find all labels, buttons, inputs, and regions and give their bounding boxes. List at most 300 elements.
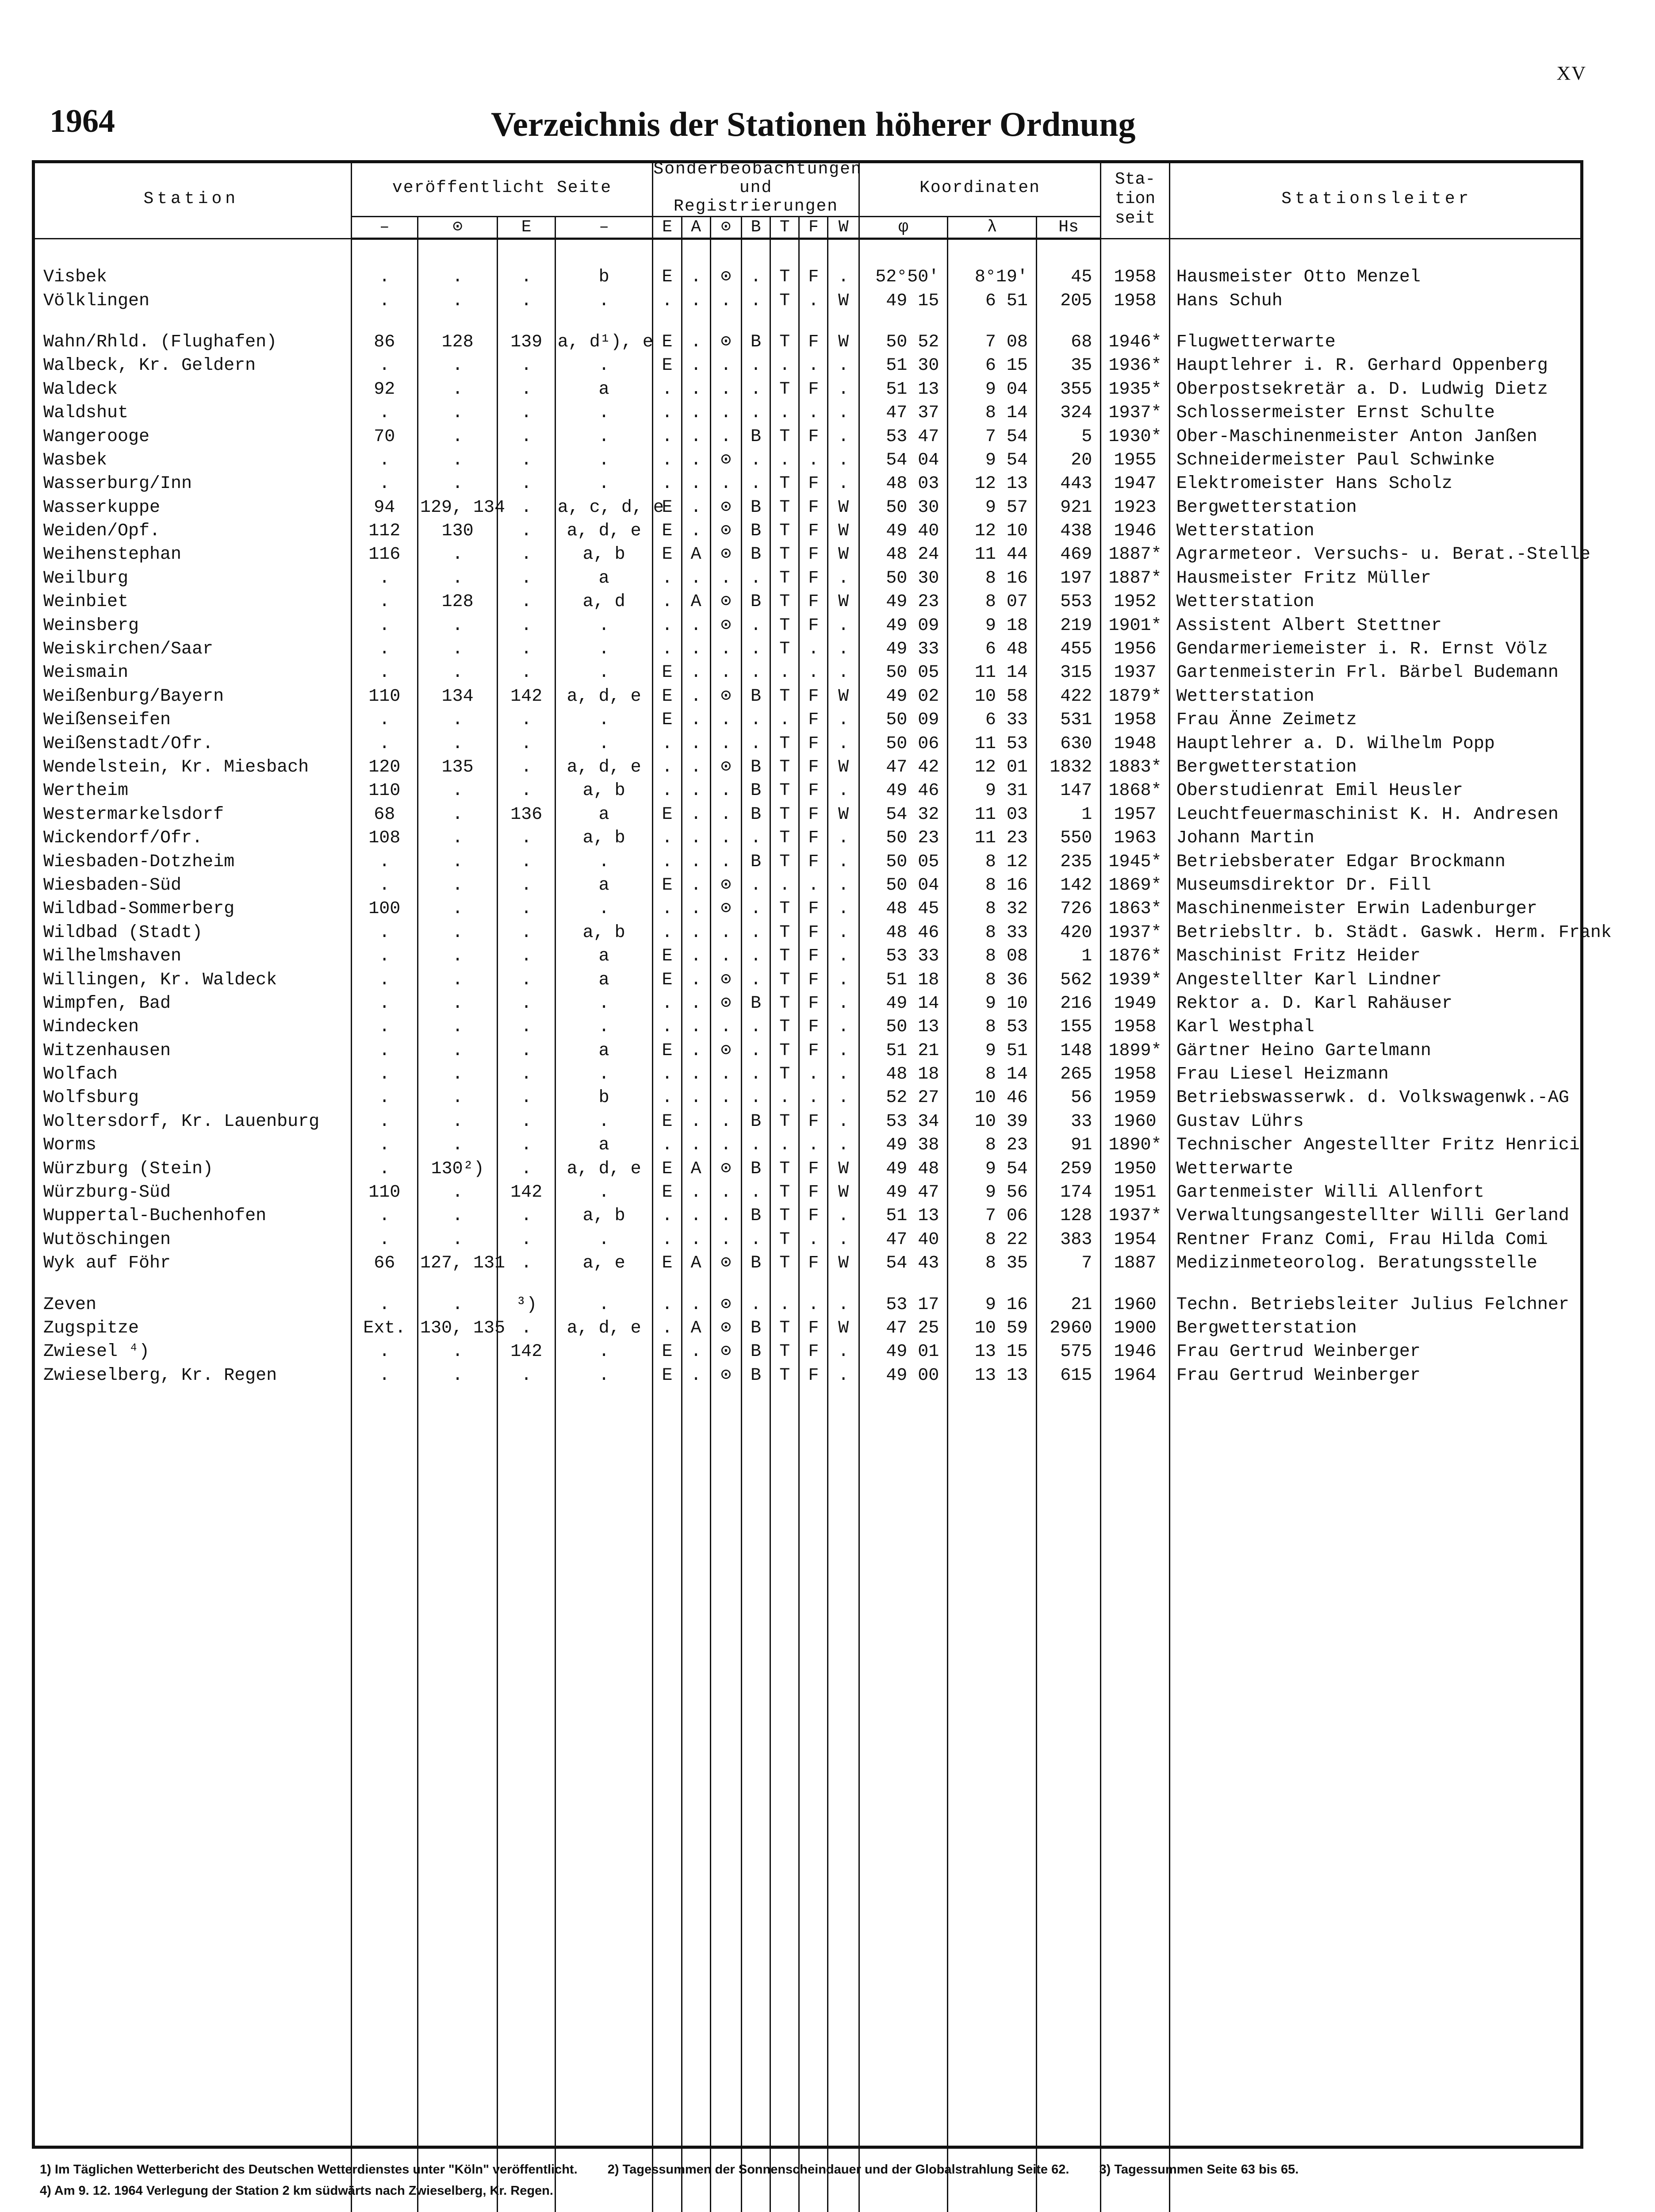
cell-station: Westermarkelsdorf — [43, 804, 224, 825]
cell-lon: 6 51 — [948, 289, 1037, 312]
cell-special-f: F — [799, 992, 828, 1015]
table-row — [32, 1293, 1583, 1316]
cell-station: Wyk auf Föhr — [43, 1253, 171, 1274]
spacer-cell — [351, 313, 418, 330]
spacer-cell — [32, 313, 351, 330]
table-row — [32, 1317, 1583, 1340]
cell-station: Weihenstephan — [43, 545, 182, 565]
spacer-cell — [555, 1275, 653, 1293]
cell-pub-dash-2: a — [555, 567, 653, 590]
cell-pub-sun: . — [418, 1133, 498, 1157]
cell-special-b: B — [741, 1340, 770, 1363]
header-pub-dash-2: – — [555, 217, 653, 239]
cell-special-t: T — [770, 779, 799, 803]
cell-pub-e: . — [498, 449, 555, 472]
table-row — [32, 265, 1583, 289]
cell-pub-sun: . — [418, 921, 498, 945]
cell-special-t: T — [770, 992, 799, 1015]
cell-height: 197 — [1036, 567, 1100, 590]
header-station: Station — [32, 160, 351, 239]
cell-pub-sun: . — [418, 378, 498, 401]
cell-special-sun: . — [710, 1110, 741, 1133]
cell-station: Weinbiet — [43, 592, 129, 612]
cell-pub-e: . — [498, 1133, 555, 1157]
cell-special-a: A — [682, 1157, 710, 1180]
cell-station: Zwieselberg, Kr. Regen — [43, 1365, 277, 1386]
footnotes — [40, 2159, 1588, 2201]
spacer-cell — [32, 239, 351, 266]
spacer-cell — [1169, 239, 1583, 266]
cell-pub-dash-1: 116 — [351, 543, 418, 566]
cell-station: Woltersdorf, Kr. Lauenburg — [43, 1111, 320, 1132]
cell-special-w: . — [828, 401, 859, 425]
cell-height: 324 — [1036, 401, 1100, 425]
spacer-cell — [1169, 313, 1583, 330]
cell-special-f: F — [799, 1317, 828, 1340]
cell-special-sun: ⊙ — [710, 685, 741, 708]
table-row — [32, 945, 1583, 968]
cell-special-a: . — [682, 897, 710, 921]
cell-special-t: T — [770, 1157, 799, 1180]
cell-special-f: . — [799, 354, 828, 377]
spacer-cell — [741, 1387, 770, 2212]
cell-lon: 8 08 — [948, 945, 1037, 968]
cell-pub-sun: 130²) — [418, 1157, 498, 1180]
cell-pub-e: 142 — [498, 1340, 555, 1363]
cell-leiter: Hausmeister Otto Menzel — [1169, 265, 1583, 289]
cell-pub-dash-1: . — [351, 449, 418, 472]
cell-lon: 8 07 — [948, 590, 1037, 614]
cell-special-e: E — [653, 519, 682, 543]
cell-pub-sun: . — [418, 1039, 498, 1063]
header-special-b: B — [741, 217, 770, 239]
table-row — [32, 732, 1583, 755]
cell-special-f: . — [799, 401, 828, 425]
cell-lon: 9 04 — [948, 378, 1037, 401]
cell-pub-sun: . — [418, 567, 498, 590]
cell-special-f: F — [799, 685, 828, 708]
cell-pub-sun: . — [418, 1293, 498, 1316]
table-row — [32, 637, 1583, 661]
cell-leiter: Gartenmeisterin Frl. Bärbel Budemann — [1169, 661, 1583, 684]
cell-lon: 12 01 — [948, 756, 1037, 779]
table-row — [32, 590, 1583, 614]
cell-special-f: F — [799, 826, 828, 850]
cell-pub-dash-1: 70 — [351, 425, 418, 448]
cell-special-t: T — [770, 1340, 799, 1363]
cell-pub-dash-1: 110 — [351, 779, 418, 803]
cell-special-t: T — [770, 1063, 799, 1086]
header-published-group: veröffentlicht Seite — [351, 160, 653, 217]
cell-pub-dash-1: . — [351, 945, 418, 968]
cell-height: 155 — [1036, 1015, 1100, 1039]
cell-lon: 8°19′ — [948, 265, 1037, 289]
cell-special-w: . — [828, 1133, 859, 1157]
cell-lon: 8 14 — [948, 1063, 1037, 1086]
cell-pub-e: ³) — [498, 1293, 555, 1316]
cell-special-e: . — [653, 378, 682, 401]
cell-special-e: E — [653, 330, 682, 354]
cell-lon: 6 48 — [948, 637, 1037, 661]
cell-special-b: . — [741, 1228, 770, 1252]
cell-special-sun: ⊙ — [710, 543, 741, 566]
cell-special-w: W — [828, 803, 859, 826]
cell-lon: 8 36 — [948, 968, 1037, 991]
cell-pub-dash-1: 66 — [351, 1252, 418, 1275]
cell-special-a: A — [682, 1252, 710, 1275]
cell-special-sun: ⊙ — [710, 1252, 741, 1275]
cell-lon: 7 54 — [948, 425, 1037, 448]
cell-since: 1958 — [1101, 1015, 1169, 1039]
cell-pub-dash-2: a, b — [555, 921, 653, 945]
cell-special-t: . — [770, 708, 799, 732]
cell-special-a: . — [682, 756, 710, 779]
cell-lat: 51 30 — [859, 354, 948, 377]
cell-special-f: F — [799, 1110, 828, 1133]
spacer-cell — [555, 313, 653, 330]
cell-since: 1935* — [1101, 378, 1169, 401]
cell-leiter: Wetterwarte — [1169, 1157, 1583, 1180]
cell-special-t: T — [770, 265, 799, 289]
cell-pub-dash-1: . — [351, 289, 418, 312]
cell-station: Weilburg — [43, 568, 129, 588]
cell-station: Weißenstadt/Ofr. — [43, 733, 214, 754]
cell-special-a: . — [682, 779, 710, 803]
table-row — [32, 1340, 1583, 1363]
cell-pub-dash-2: b — [555, 1086, 653, 1110]
cell-height: 615 — [1036, 1364, 1100, 1387]
cell-pub-sun: . — [418, 874, 498, 897]
cell-station: Willingen, Kr. Waldeck — [43, 970, 277, 990]
cell-special-sun: . — [710, 567, 741, 590]
cell-special-w: . — [828, 378, 859, 401]
cell-lon: 10 59 — [948, 1317, 1037, 1340]
cell-height: 35 — [1036, 354, 1100, 377]
cell-special-b: . — [741, 449, 770, 472]
cell-special-a: . — [682, 401, 710, 425]
cell-special-e: . — [653, 425, 682, 448]
cell-since: 1958 — [1101, 265, 1169, 289]
cell-special-f: F — [799, 1039, 828, 1063]
cell-leiter: Techn. Betriebsleiter Julius Felchner — [1169, 1293, 1583, 1316]
cell-special-t: T — [770, 1181, 799, 1204]
cell-special-e: . — [653, 732, 682, 755]
cell-height: 575 — [1036, 1340, 1100, 1363]
cell-pub-dash-2: . — [555, 289, 653, 312]
cell-lat: 50 30 — [859, 496, 948, 519]
cell-special-a: . — [682, 708, 710, 732]
spacer-cell — [682, 239, 710, 266]
cell-pub-e: . — [498, 543, 555, 566]
cell-special-t: . — [770, 354, 799, 377]
cell-special-b: . — [741, 732, 770, 755]
spacer-cell — [828, 313, 859, 330]
cell-pub-e: . — [498, 756, 555, 779]
cell-leiter: Technischer Angestellter Fritz Henrici — [1169, 1133, 1583, 1157]
cell-special-f: . — [799, 1063, 828, 1086]
cell-special-w: . — [828, 1039, 859, 1063]
cell-pub-sun: . — [418, 401, 498, 425]
spacer-cell — [859, 1387, 948, 2212]
cell-special-b: B — [741, 850, 770, 873]
cell-height: 422 — [1036, 685, 1100, 708]
cell-pub-dash-1: 108 — [351, 826, 418, 850]
cell-lat: 47 42 — [859, 756, 948, 779]
cell-special-t: . — [770, 874, 799, 897]
header-pub-dash-1: – — [351, 217, 418, 239]
cell-special-sun: ⊙ — [710, 1039, 741, 1063]
cell-special-b: B — [741, 1317, 770, 1340]
cell-special-f: F — [799, 543, 828, 566]
cell-special-t: . — [770, 1293, 799, 1316]
cell-pub-sun: . — [418, 779, 498, 803]
cell-special-e: . — [653, 897, 682, 921]
cell-pub-sun: . — [418, 425, 498, 448]
cell-height: 726 — [1036, 897, 1100, 921]
cell-pub-sun: . — [418, 637, 498, 661]
cell-lat: 50 13 — [859, 1015, 948, 1039]
cell-station: Wimpfen, Bad — [43, 993, 171, 1014]
cell-special-a: . — [682, 1110, 710, 1133]
cell-height: 45 — [1036, 265, 1100, 289]
header-since: Sta-tion seit — [1101, 160, 1169, 239]
cell-special-f: F — [799, 945, 828, 968]
cell-pub-dash-2: . — [555, 401, 653, 425]
cell-special-sun: . — [710, 732, 741, 755]
cell-special-w: . — [828, 661, 859, 684]
cell-special-t: T — [770, 850, 799, 873]
cell-special-w: . — [828, 708, 859, 732]
cell-lon: 8 33 — [948, 921, 1037, 945]
cell-height: 438 — [1036, 519, 1100, 543]
cell-since: 1955 — [1101, 449, 1169, 472]
cell-leiter: Johann Martin — [1169, 826, 1583, 850]
footnote-2: 2) Tagessummen der Sonnenscheindauer und der Globalstrahlung Seite 62. — [607, 2162, 1069, 2177]
cell-pub-e: . — [498, 1157, 555, 1180]
cell-pub-dash-1: . — [351, 968, 418, 991]
cell-lon: 10 39 — [948, 1110, 1037, 1133]
cell-height: 2960 — [1036, 1317, 1100, 1340]
cell-special-e: E — [653, 496, 682, 519]
cell-pub-dash-2: a, b — [555, 543, 653, 566]
cell-special-t: T — [770, 685, 799, 708]
spacer-cell — [948, 1275, 1037, 1293]
spacer-cell — [1101, 1387, 1169, 2212]
cell-pub-dash-1: 68 — [351, 803, 418, 826]
cell-height: 531 — [1036, 708, 1100, 732]
cell-height: 21 — [1036, 1293, 1100, 1316]
table-row — [32, 354, 1583, 377]
cell-height: 1 — [1036, 945, 1100, 968]
cell-special-e: . — [653, 1204, 682, 1228]
cell-special-w: . — [828, 874, 859, 897]
cell-special-a: . — [682, 968, 710, 991]
cell-since: 1947 — [1101, 472, 1169, 495]
cell-special-b: B — [741, 425, 770, 448]
cell-special-f: F — [799, 756, 828, 779]
cell-since: 1937* — [1101, 921, 1169, 945]
cell-leiter: Oberstudienrat Emil Heusler — [1169, 779, 1583, 803]
cell-since: 1957 — [1101, 803, 1169, 826]
cell-pub-dash-1: . — [351, 401, 418, 425]
cell-special-f: F — [799, 1340, 828, 1363]
cell-special-a: A — [682, 543, 710, 566]
cell-lat: 47 40 — [859, 1228, 948, 1252]
cell-pub-e: 136 — [498, 803, 555, 826]
cell-special-b: . — [741, 897, 770, 921]
cell-special-sun: . — [710, 708, 741, 732]
cell-pub-sun: 129, 134 — [418, 496, 498, 519]
cell-special-sun: ⊙ — [710, 1364, 741, 1387]
cell-height: 56 — [1036, 1086, 1100, 1110]
cell-pub-dash-1: . — [351, 921, 418, 945]
cell-special-a: . — [682, 519, 710, 543]
cell-special-t: T — [770, 921, 799, 945]
cell-pub-e: . — [498, 945, 555, 968]
cell-lat: 50 52 — [859, 330, 948, 354]
cell-station: Wiesbaden-Süd — [43, 875, 182, 895]
cell-special-a: . — [682, 1293, 710, 1316]
cell-lon: 11 03 — [948, 803, 1037, 826]
spacer-cell — [770, 239, 799, 266]
footnote-3: 3) Tagessummen Seite 63 bis 65. — [1099, 2162, 1299, 2177]
cell-leiter: Betriebswasserwk. d. Volkswagenwk.-AG — [1169, 1086, 1583, 1110]
cell-pub-sun: . — [418, 1181, 498, 1204]
cell-special-sun: . — [710, 826, 741, 850]
cell-pub-dash-1: . — [351, 265, 418, 289]
cell-pub-dash-1: 110 — [351, 1181, 418, 1204]
table-row — [32, 874, 1583, 897]
cell-pub-dash-1: . — [351, 992, 418, 1015]
spacer-cell — [418, 1387, 498, 2212]
cell-special-e: E — [653, 1364, 682, 1387]
cell-pub-dash-2: a — [555, 1133, 653, 1157]
cell-special-e: E — [653, 1340, 682, 1363]
table-row — [32, 1204, 1583, 1228]
cell-station: Weinsberg — [43, 615, 139, 636]
cell-special-f: F — [799, 779, 828, 803]
cell-lon: 9 31 — [948, 779, 1037, 803]
cell-since: 1958 — [1101, 708, 1169, 732]
cell-leiter: Betriebsltr. b. Städt. Gaswk. Herm. Frank — [1169, 921, 1583, 945]
cell-special-a: . — [682, 826, 710, 850]
cell-since: 1876* — [1101, 945, 1169, 968]
cell-since: 1946 — [1101, 1340, 1169, 1363]
cell-leiter: Gendarmeriemeister i. R. Ernst Völz — [1169, 637, 1583, 661]
cell-lon: 7 08 — [948, 330, 1037, 354]
cell-special-t: T — [770, 1228, 799, 1252]
cell-pub-e: . — [498, 1039, 555, 1063]
cell-pub-dash-2: a — [555, 1039, 653, 1063]
spacer-cell — [859, 1275, 948, 1293]
cell-since: 1946* — [1101, 330, 1169, 354]
cell-special-sun: . — [710, 1181, 741, 1204]
cell-special-b: . — [741, 1039, 770, 1063]
cell-special-f: F — [799, 1015, 828, 1039]
spacer-cell — [32, 1275, 351, 1293]
cell-station: Walbeck, Kr. Geldern — [43, 356, 256, 376]
cell-special-w: . — [828, 921, 859, 945]
spacer-cell — [682, 1387, 710, 2212]
cell-special-w: . — [828, 354, 859, 377]
cell-leiter: Gustav Lührs — [1169, 1110, 1583, 1133]
cell-lat: 53 17 — [859, 1293, 948, 1316]
cell-lon: 11 14 — [948, 661, 1037, 684]
cell-special-w: W — [828, 496, 859, 519]
cell-special-f: F — [799, 732, 828, 755]
cell-lat: 51 21 — [859, 1039, 948, 1063]
cell-special-f: F — [799, 1204, 828, 1228]
cell-leiter: Frau Gertrud Weinberger — [1169, 1340, 1583, 1363]
cell-lat: 47 25 — [859, 1317, 948, 1340]
cell-special-t: T — [770, 968, 799, 991]
cell-station: Wasbek — [43, 450, 107, 470]
cell-special-w: . — [828, 567, 859, 590]
spacer-cell — [1036, 239, 1100, 266]
cell-special-b: . — [741, 637, 770, 661]
cell-special-a: . — [682, 921, 710, 945]
cell-height: 33 — [1036, 1110, 1100, 1133]
cell-special-w: W — [828, 590, 859, 614]
cell-pub-e: . — [498, 401, 555, 425]
cell-since: 1869* — [1101, 874, 1169, 897]
cell-special-t: T — [770, 496, 799, 519]
cell-special-a: . — [682, 1039, 710, 1063]
cell-lon: 9 16 — [948, 1293, 1037, 1316]
cell-special-a: . — [682, 378, 710, 401]
cell-special-b: B — [741, 519, 770, 543]
cell-pub-sun: . — [418, 354, 498, 377]
cell-pub-dash-1: . — [351, 1110, 418, 1133]
header-special-group: Sonderbeobachtungen und Registrierungen — [653, 160, 862, 216]
cell-special-w: . — [828, 1063, 859, 1086]
cell-station: Zeven — [43, 1294, 97, 1315]
cell-special-t: . — [770, 1086, 799, 1110]
cell-lat: 52°50′ — [859, 265, 948, 289]
cell-special-t: T — [770, 425, 799, 448]
cell-special-b: B — [741, 756, 770, 779]
cell-special-a: . — [682, 496, 710, 519]
cell-since: 1964 — [1101, 1364, 1169, 1387]
cell-lat: 48 18 — [859, 1063, 948, 1086]
cell-special-e: E — [653, 265, 682, 289]
cell-since: 1937* — [1101, 1204, 1169, 1228]
cell-since: 1958 — [1101, 1063, 1169, 1086]
cell-pub-dash-2: . — [555, 1110, 653, 1133]
cell-lat: 49 09 — [859, 614, 948, 637]
cell-station: Wilhelmshaven — [43, 946, 182, 967]
cell-height: 20 — [1036, 449, 1100, 472]
cell-station: Wendelstein, Kr. Miesbach — [43, 757, 309, 777]
cell-special-t: T — [770, 1204, 799, 1228]
header-pub-sun: ⊙ — [418, 217, 498, 239]
cell-leiter: Rentner Franz Comi, Frau Hilda Comi — [1169, 1228, 1583, 1252]
cell-special-w: W — [828, 330, 859, 354]
cell-lon: 11 23 — [948, 826, 1037, 850]
cell-station: Waldeck — [43, 379, 118, 399]
table-row — [32, 519, 1583, 543]
cell-pub-dash-1: . — [351, 1015, 418, 1039]
cell-lon: 8 12 — [948, 850, 1037, 873]
cell-pub-dash-1: . — [351, 1364, 418, 1387]
cell-special-w: . — [828, 1364, 859, 1387]
cell-since: 1887 — [1101, 1252, 1169, 1275]
cell-lon: 9 54 — [948, 1157, 1037, 1180]
cell-special-sun: . — [710, 1133, 741, 1157]
cell-lon: 13 13 — [948, 1364, 1037, 1387]
table-row — [32, 897, 1583, 921]
cell-special-a: . — [682, 614, 710, 637]
